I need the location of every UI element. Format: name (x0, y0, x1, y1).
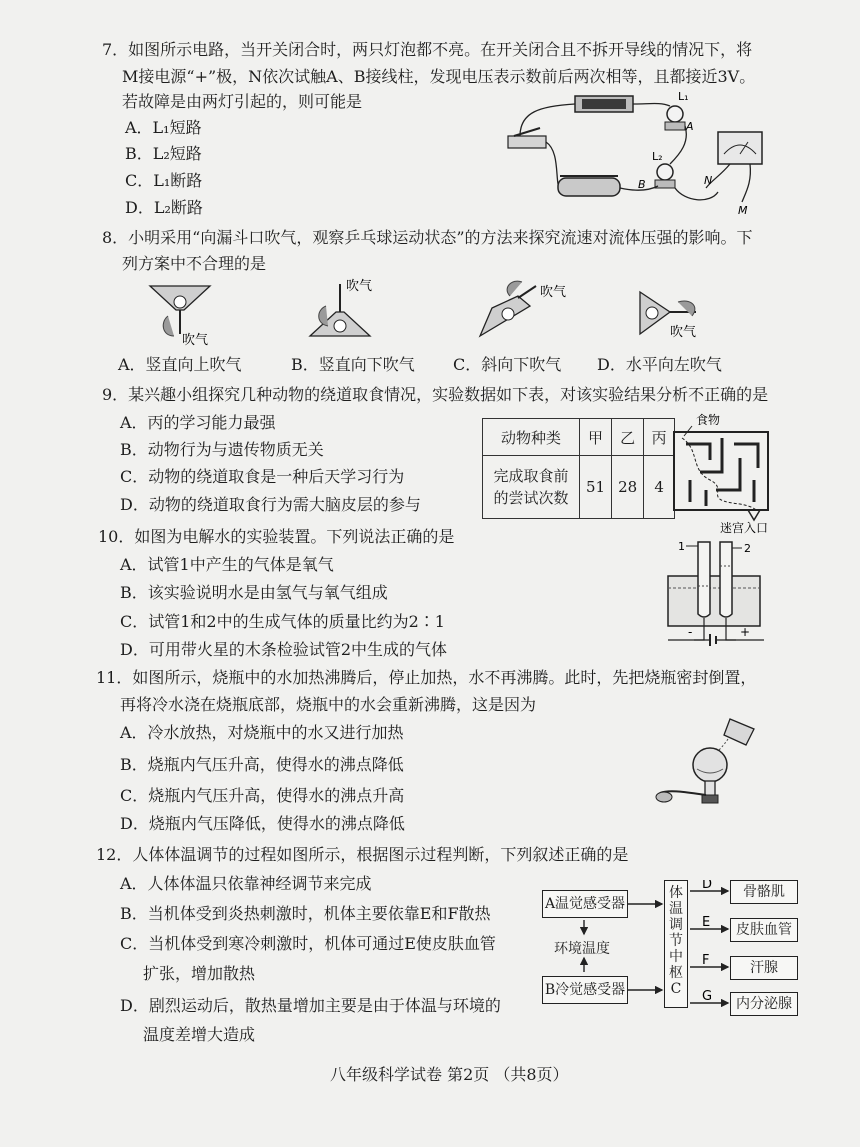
electrolysis-figure (664, 536, 772, 654)
row-label-line: 完成取食前 (493, 467, 569, 485)
path-g-label: G (702, 989, 713, 1004)
table-cell: 4 (644, 456, 675, 519)
table-cell: 51 (580, 456, 612, 519)
path-f-label: F (702, 953, 710, 968)
q11-option-c[interactable]: C．烧瓶内气压升高，使得水的沸点升高 (120, 786, 405, 805)
q8-option-b[interactable]: B．竖直向下吹气 (291, 355, 415, 374)
q12-option-c[interactable]: C．当机体受到寒冷刺激时，机体可通过E使皮肤血管 (120, 934, 496, 953)
q10-option-b[interactable]: B．该实验说明水是由氢气与氧气组成 (120, 583, 388, 602)
q10-option-a[interactable]: A．试管1中产生的气体是氧气 (120, 555, 334, 574)
label-l2: L₂ (652, 150, 663, 163)
center-char: 枢 (669, 965, 683, 981)
label-m: M (738, 204, 748, 217)
blow-label-c: 吹气 (540, 285, 567, 300)
center-char: C (670, 981, 682, 997)
funnel-c-icon (480, 281, 536, 336)
label-b: B (638, 178, 646, 191)
q8-option-a[interactable]: A．竖直向上吹气 (118, 355, 242, 374)
q12-option-c-cont: 扩张，增加散热 (143, 964, 256, 983)
q10-line1: 10．如图为电解水的实验装置。下列说法正确的是 (98, 527, 455, 546)
q8-line2: 列方案中不合理的是 (122, 254, 267, 273)
q12-option-a[interactable]: A．人体体温只依靠神经调节来完成 (120, 874, 372, 893)
entrance-arrow-icon (748, 510, 760, 520)
table-header-cell: 动物种类 (483, 419, 580, 456)
skeletal-muscle-box: 骨骼肌 (730, 880, 798, 904)
warm-receptor-box: A温觉感受器 (542, 890, 628, 918)
q7-line1: 7．如图所示电路，当开关闭合时，两只灯泡都不亮。在开关闭合且不拆开导线的情况下，将 (102, 40, 753, 59)
funnel-a-icon (150, 286, 210, 336)
water-trough (668, 576, 760, 626)
beaker-icon (724, 719, 754, 745)
flask-icon (693, 748, 727, 782)
voltmeter-icon (718, 132, 762, 164)
q8-option-d[interactable]: D．水平向左吹气 (597, 355, 722, 374)
cold-receptor-box: B冷觉感受器 (542, 976, 628, 1004)
maze-entrance-label: 迷宫入口 (720, 521, 769, 535)
q7-option-b[interactable]: B．L₂短路 (125, 144, 202, 163)
switch-icon (508, 136, 546, 148)
bulb-l1-icon (667, 106, 683, 122)
blow-label-a: 吹气 (182, 333, 209, 348)
thermoregulation-diagram (540, 880, 800, 1010)
q11-option-d[interactable]: D．烧瓶内气压降低，使得水的沸点降低 (120, 814, 405, 833)
q11-line1: 11．如图所示，烧瓶中的水加热沸腾后，停止加热，水不再沸腾。此时，先把烧瓶密封倒置， (96, 668, 757, 687)
center-char: 体 (669, 885, 683, 901)
q9-option-c[interactable]: C．动物的绕道取食是一种后天学习行为 (120, 467, 405, 486)
q8-line1: 8．小明采用“向漏斗口吹气，观察乒乓球运动状态”的方法来探究流速对流体压强的影响。下 (102, 228, 753, 247)
center-char: 温 (669, 901, 683, 917)
minus-label: - (688, 625, 693, 639)
diagram-arrows (540, 880, 800, 1016)
q12-option-d-cont: 温度差增大造成 (143, 1025, 256, 1044)
tube-1-label: 1 (678, 540, 685, 553)
q7-option-c[interactable]: C．L₁断路 (125, 171, 203, 190)
q11-option-a[interactable]: A．冷水放热，对烧瓶中的水又进行加热 (120, 723, 404, 742)
center-char: 中 (669, 949, 683, 965)
endocrine-gland-box: 内分泌腺 (730, 992, 798, 1016)
table-header-cell: 丙 (644, 419, 675, 456)
table-header-cell: 甲 (580, 419, 612, 456)
q10-option-c[interactable]: C．试管1和2中的生成气体的质量比约为2∶1 (120, 612, 445, 631)
maze-food-label: 食物 (696, 413, 721, 427)
q12-option-d[interactable]: D．剧烈运动后，散热量增加主要是由于体温与环境的 (120, 996, 501, 1015)
q9-line1: 9．某兴趣小组探究几种动物的绕道取食情况，实验数据如下表，对该实验结果分析不正确的是 (102, 385, 769, 404)
label-l1: L₁ (678, 92, 689, 103)
table-header-row (483, 419, 675, 456)
center-char: 节 (669, 933, 683, 949)
table-row (483, 456, 675, 519)
tube-2-label: 2 (744, 542, 751, 555)
q12-line1: 12．人体体温调节的过程如图所示，根据图示过程判断，下列叙述正确的是 (96, 845, 629, 864)
q9-option-b[interactable]: B．动物行为与遗传物质无关 (120, 440, 324, 459)
q11-option-b[interactable]: B．烧瓶内气压升高，使得水的沸点降低 (120, 755, 404, 774)
q8-option-c[interactable]: C．斜向下吹气 (453, 355, 562, 374)
environment-temperature-label: 环境温度 (554, 941, 610, 957)
q7-line2: M接电源“+”极，N依次试触A、B接线柱，发现电压表示数前后两次相等，且都接近3V。 (122, 67, 756, 86)
plus-label: + (740, 625, 751, 639)
table-cell: 28 (612, 456, 644, 519)
q11-line2: 再将冷水浇在烧瓶底部，烧瓶中的水会重新沸腾，这是因为 (120, 695, 537, 714)
q9-option-a[interactable]: A．丙的学习能力最强 (120, 413, 276, 432)
sweat-gland-box: 汗腺 (730, 956, 798, 980)
table-header-cell: 乙 (612, 419, 644, 456)
test-tube-1-icon (698, 542, 710, 617)
q10-option-d[interactable]: D．可用带火星的木条检验试管2中生成的气体 (120, 640, 448, 659)
path-e-label: E (702, 915, 711, 930)
q7-option-d[interactable]: D．L₂断路 (125, 198, 203, 217)
label-n: N (704, 174, 713, 187)
bulb-l2-icon (657, 164, 673, 180)
table-row-label (483, 456, 580, 519)
q8-funnel-figures (140, 276, 720, 348)
q7-circuit-figure (500, 92, 790, 217)
q7-line3: 若故障是由两灯引起的，则可能是 (122, 92, 363, 111)
q9-option-d[interactable]: D．动物的绕道取食行为需大脑皮层的参与 (120, 495, 421, 514)
path-d-label: D (702, 880, 713, 892)
maze-walls (686, 438, 758, 506)
label-a: A (686, 120, 694, 133)
test-tube-2-icon (720, 542, 732, 617)
center-char: 调 (669, 917, 683, 933)
q7-option-a[interactable]: A．L₁短路 (125, 118, 202, 137)
maze-figure (670, 410, 780, 535)
page-footer: 八年级科学试卷 第2页 （共8页） (330, 1065, 569, 1084)
row-label-line: 的尝试次数 (493, 489, 569, 507)
flask-figure (650, 715, 760, 815)
blow-label-d: 吹气 (670, 325, 697, 340)
animal-table (482, 418, 675, 519)
blow-label-b: 吹气 (346, 279, 373, 294)
skin-vessel-box: 皮肤血管 (730, 918, 798, 942)
rheostat-icon (558, 178, 620, 196)
q12-option-b[interactable]: B．当机体受到炎热刺激时，机体主要依靠E和F散热 (120, 904, 491, 923)
